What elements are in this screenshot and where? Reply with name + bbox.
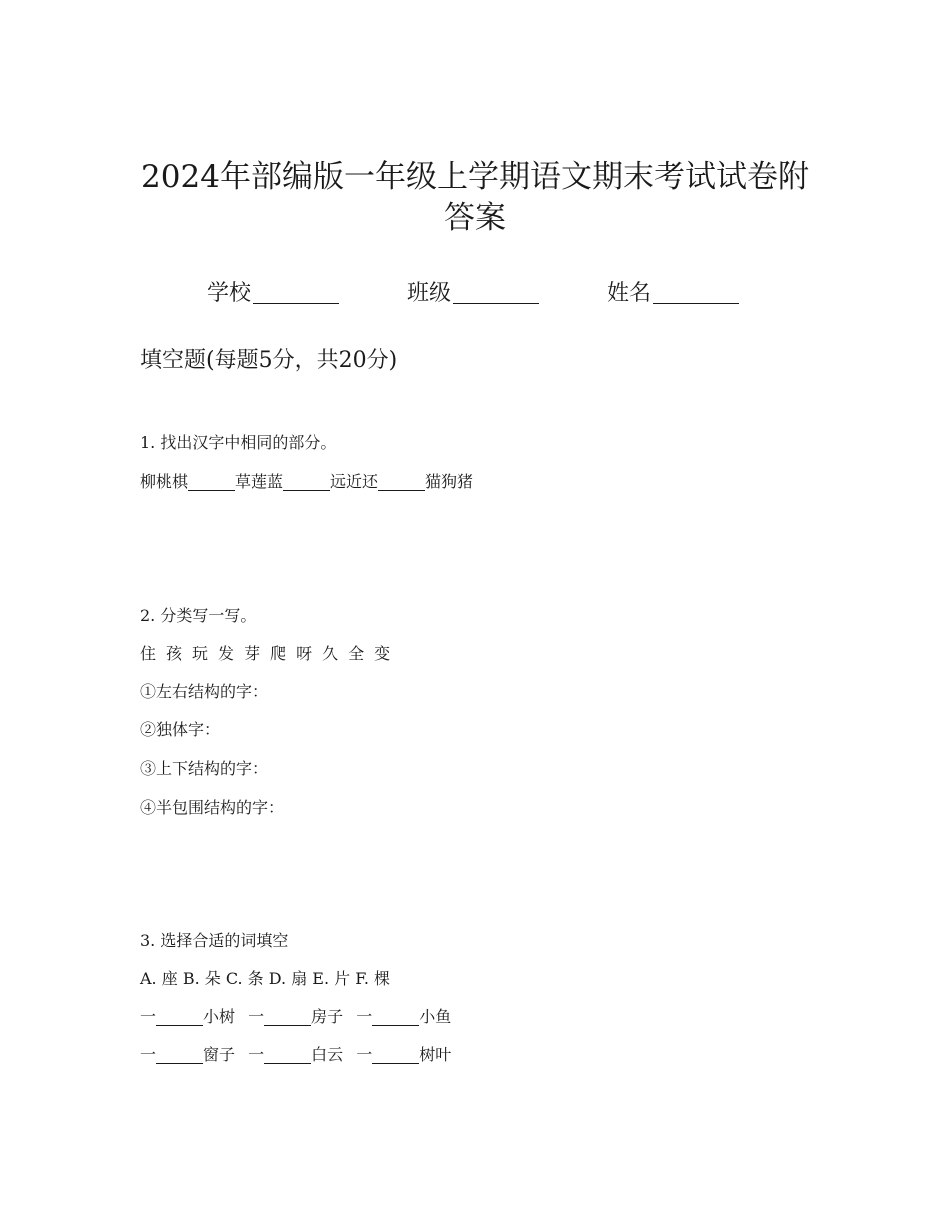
q1-blank-3[interactable]	[378, 472, 425, 491]
q1-group-4: 猫狗猪	[425, 472, 474, 491]
q2-char: 芽	[244, 644, 261, 663]
q2-item-2: ②独体字：	[140, 720, 221, 739]
q3-options: A. 座 B. 朵 C. 条 D. 扇 E. 片 F. 棵	[140, 969, 390, 988]
q3-blank[interactable]	[264, 1045, 311, 1064]
q3-blank[interactable]	[156, 1045, 203, 1064]
q1-group-1: 柳桃棋	[140, 472, 189, 491]
q1-blank-2[interactable]	[283, 472, 330, 491]
q3-stem: 3. 选择合适的词填空	[140, 931, 289, 950]
school-field[interactable]	[207, 276, 339, 307]
q2-item-1: ①左右结构的字：	[140, 682, 269, 701]
class-blank[interactable]	[453, 281, 539, 304]
class-field[interactable]	[407, 276, 539, 307]
name-blank[interactable]	[653, 281, 739, 304]
name-label: 姓名	[607, 281, 652, 306]
q3-row-1	[140, 1007, 451, 1027]
q3-word: 树叶	[419, 1045, 452, 1064]
q2-char-list	[140, 644, 400, 664]
q3-blank[interactable]	[264, 1007, 311, 1026]
q3-word: 白云	[311, 1045, 344, 1064]
q3-prefix: 一	[356, 1045, 373, 1064]
q2-char: 变	[374, 644, 391, 663]
q3-prefix: 一	[140, 1007, 157, 1026]
q1-group-2: 草莲蓝	[235, 472, 284, 491]
q2-item-4: ④半包围结构的字：	[140, 798, 285, 817]
q3-prefix: 一	[248, 1045, 265, 1064]
q3-prefix: 一	[248, 1007, 265, 1026]
q1-group-3: 远近还	[330, 472, 379, 491]
q3-prefix: 一	[356, 1007, 373, 1026]
q3-blank[interactable]	[156, 1007, 203, 1026]
q3-word: 房子	[311, 1007, 344, 1026]
q3-blank[interactable]	[372, 1045, 419, 1064]
q2-char: 呀	[296, 644, 313, 663]
q2-char: 发	[218, 644, 235, 663]
q3-prefix: 一	[140, 1045, 157, 1064]
school-blank[interactable]	[253, 281, 339, 304]
q3-row-2	[140, 1045, 451, 1065]
q2-char: 全	[348, 644, 365, 663]
exam-title-line2: 答案	[444, 200, 506, 236]
school-label: 学校	[207, 281, 252, 306]
q2-char: 久	[322, 644, 339, 663]
q2-stem: 2. 分类写一写。	[140, 606, 257, 625]
section-heading: 填空题(每题5分，共20分)	[140, 348, 398, 373]
q2-char: 玩	[192, 644, 209, 663]
name-field[interactable]	[607, 276, 739, 307]
q3-word: 窗子	[203, 1045, 236, 1064]
class-label: 班级	[407, 281, 452, 306]
q2-char: 住	[140, 644, 157, 663]
q3-blank[interactable]	[372, 1007, 419, 1026]
q3-word: 小鱼	[419, 1007, 452, 1026]
student-info-row	[0, 276, 950, 310]
exam-title-line1: 2024年部编版一年级上学期语文期末考试试卷附	[141, 159, 809, 195]
q1-stem: 1. 找出汉字中相同的部分。	[140, 433, 337, 452]
q1-answer-row	[140, 472, 473, 492]
q1-blank-1[interactable]	[188, 472, 235, 491]
q3-word: 小树	[203, 1007, 236, 1026]
q2-item-3: ③上下结构的字：	[140, 759, 269, 778]
q2-char: 爬	[270, 644, 287, 663]
q2-char: 孩	[166, 644, 183, 663]
